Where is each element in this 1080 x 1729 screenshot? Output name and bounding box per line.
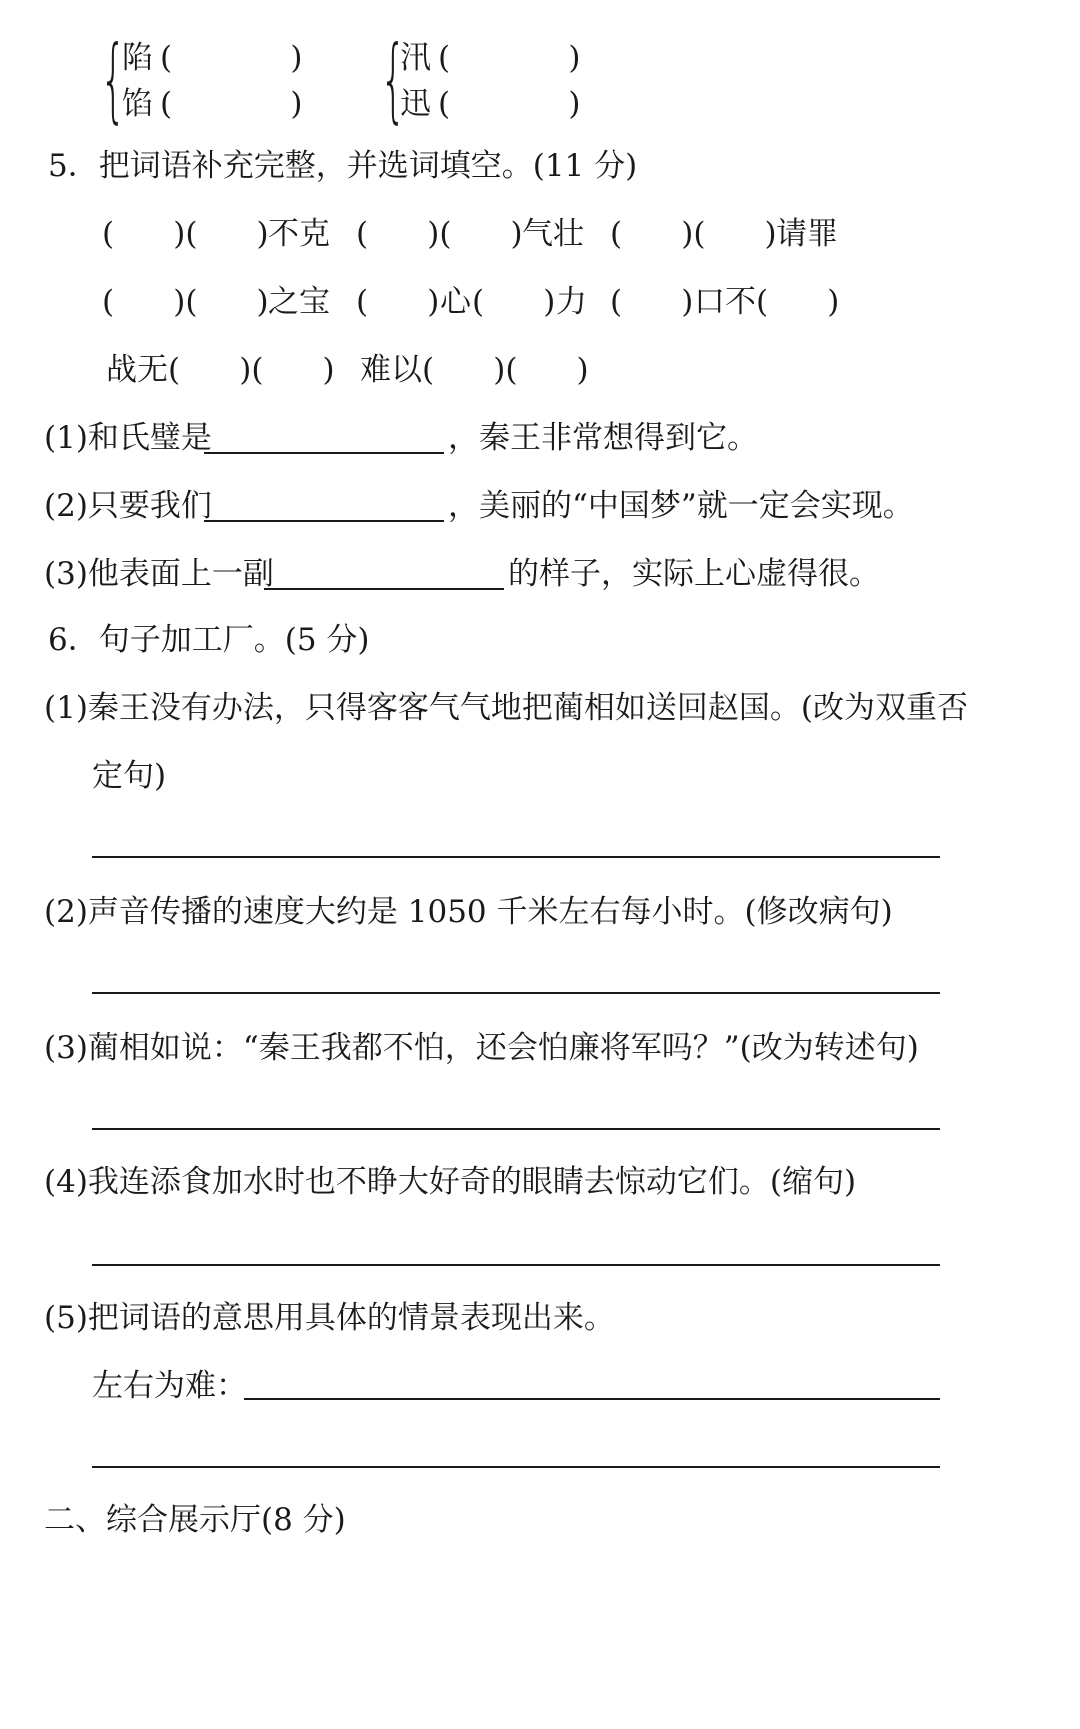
pinyin-blank[interactable]: ( )	[160, 86, 303, 122]
sentence-3-prefix: (3)他表面上一副	[44, 556, 274, 592]
q6-item-5: (5)把词语的意思用具体的情景表现出来。	[44, 1300, 615, 1336]
idiom-blank[interactable]: ( )( )	[610, 216, 777, 252]
sentence-2-suffix: ，美丽的“中国梦”就一定会实现。	[448, 488, 914, 524]
char-xian-filling: 馅	[122, 86, 153, 122]
q6-item-1-line1: (1)秦王没有办法，只得客客气气地把蔺相如送回赵国。(改为双重否	[44, 690, 969, 726]
q6-item-1-line2: 定句)	[92, 758, 167, 794]
idiom-tail: 请罪	[776, 216, 838, 252]
pinyin-blank[interactable]: ( )	[438, 40, 581, 76]
sentence-1-prefix: (1)和氏璧是	[44, 420, 212, 456]
sentence-2-blank[interactable]	[204, 520, 444, 522]
sentence-2-prefix: (2)只要我们	[44, 488, 212, 524]
idiom-head: 战无	[106, 352, 168, 388]
idiom-blank[interactable]: ( )( )	[356, 216, 523, 252]
sentence-3-blank[interactable]	[264, 588, 504, 590]
scene-label: 左右为难：	[92, 1368, 247, 1404]
idiom-tail: 之宝	[268, 284, 330, 320]
q6-item-3: (3)蔺相如说：“秦王我都不怕，还会怕廉将军吗？”(改为转述句)	[44, 1030, 919, 1066]
idiom-blank[interactable]: ( )( )	[102, 284, 269, 320]
q6-item-2-answer-line[interactable]	[92, 992, 940, 994]
q6-item-4-answer-line[interactable]	[92, 1264, 940, 1266]
question-5-title: 5．把词语补充完整，并选词填空。(11 分)	[48, 148, 638, 184]
idiom-blank[interactable]: ( )	[472, 284, 556, 320]
section-2-title: 二、综合展示厅(8 分)	[44, 1502, 346, 1538]
q6-item-3-answer-line[interactable]	[92, 1128, 940, 1130]
sentence-1-suffix: ，秦王非常想得到它。	[448, 420, 758, 456]
brace-left: {	[100, 26, 127, 133]
char-xun-flood: 汛	[400, 40, 431, 76]
idiom-tail: 不克	[268, 216, 330, 252]
idiom-head: 难以	[360, 352, 422, 388]
q6-item-2: (2)声音传播的速度大约是 1050 千米左右每小时。(修改病句)	[44, 894, 893, 930]
idiom-blank[interactable]: ( )	[756, 284, 840, 320]
scene-answer-line-1[interactable]	[244, 1398, 940, 1400]
idiom-mid: 心	[440, 284, 471, 320]
idiom-blank[interactable]: ( )( )	[168, 352, 335, 388]
idiom-blank[interactable]: ( )( )	[102, 216, 269, 252]
char-xun-fast: 迅	[400, 86, 431, 122]
pinyin-blank[interactable]: ( )	[438, 86, 581, 122]
char-xian-trap: 陷	[122, 40, 153, 76]
idiom-blank[interactable]: ( )	[610, 284, 694, 320]
idiom-mid: 力	[556, 284, 587, 320]
idiom-blank[interactable]: ( )( )	[422, 352, 589, 388]
sentence-3-suffix: 的样子，实际上心虚得很。	[508, 556, 880, 592]
idiom-tail: 气壮	[522, 216, 584, 252]
pinyin-blank[interactable]: ( )	[160, 40, 303, 76]
idiom-mid: 口不	[694, 284, 756, 320]
idiom-blank[interactable]: ( )	[356, 284, 440, 320]
brace-right: {	[380, 26, 407, 133]
q6-item-4: (4)我连添食加水时也不睁大好奇的眼睛去惊动它们。(缩句)	[44, 1164, 857, 1200]
q6-item-1-answer-line[interactable]	[92, 856, 940, 858]
scene-answer-line-2[interactable]	[92, 1466, 940, 1468]
question-6-title: 6．句子加工厂。(5 分)	[48, 622, 370, 658]
sentence-1-blank[interactable]	[204, 452, 444, 454]
